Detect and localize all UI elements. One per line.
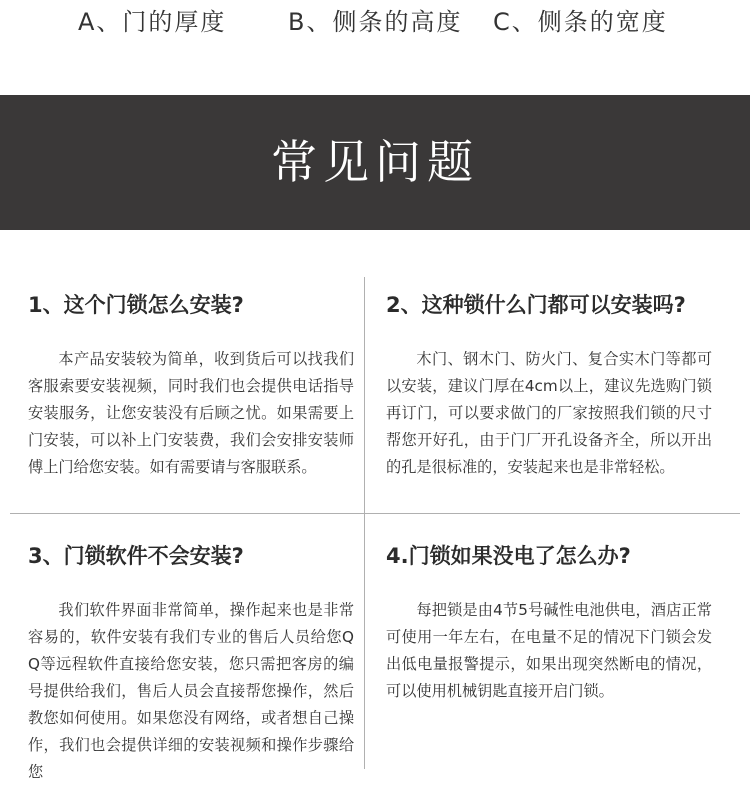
option-strip-width: C、侧条的宽度 — [493, 8, 668, 36]
measurement-options — [0, 0, 750, 40]
option-door-thickness: A、门的厚度 — [78, 8, 227, 36]
faq-answer: 木门、钢木门、防火门、复合实木门等都可以安装，建议门厚在4cm以上，建议先选购门锁再订门，可以要求做门的厂家按照我们锁的尺寸帮您开好孔，由于门厂开孔设备齐全，所以开出的孔是很标准的，安装起来也是非常轻松。 — [386, 350, 712, 476]
faq-item-software — [28, 541, 354, 786]
faq-answer: 我们软件界面非常简单，操作起来也是非常容易的，软件安装有我们专业的售后人员给您QQ等远程软件直接给您安装，您只需把客房的编号提供给我们，售后人员会直接帮您操作，然后教您如何使用。如果您没有网络，或者想自己操作，我们也会提供详细的安装视频和操作步骤给您 — [28, 601, 354, 781]
faq-item-installation — [28, 290, 354, 481]
faq-banner — [0, 95, 750, 230]
faq-question: 1、这个门锁怎么安装? — [28, 293, 244, 317]
faq-question: 4.门锁如果没电了怎么办? — [386, 544, 631, 568]
faq-answer: 本产品安装较为简单，收到货后可以找我们客服索要安装视频，同时我们也会提供电话指导安装服务，让您安装没有后顾之忧。如果需要上门安装，可以补上门安装费，我们会安排安装师傅上门给您安装。如有需要请与客服联系。 — [28, 350, 354, 476]
option-strip-height: B、侧条的高度 — [288, 8, 463, 36]
banner-title: 常见问题 — [271, 135, 479, 189]
faq-item-door-types — [386, 290, 712, 481]
faq-answer: 每把锁是由4节5号碱性电池供电，酒店正常可使用一年左右，在电量不足的情况下门锁会发出低电量报警提示，如果出现突然断电的情况，可以使用机械钥匙直接开启门锁。 — [386, 601, 712, 700]
horizontal-divider — [10, 513, 740, 514]
faq-item-battery — [386, 541, 712, 705]
faq-question: 3、门锁软件不会安装? — [28, 544, 244, 568]
vertical-divider — [364, 277, 365, 769]
faq-question: 2、这种锁什么门都可以安装吗? — [386, 293, 686, 317]
